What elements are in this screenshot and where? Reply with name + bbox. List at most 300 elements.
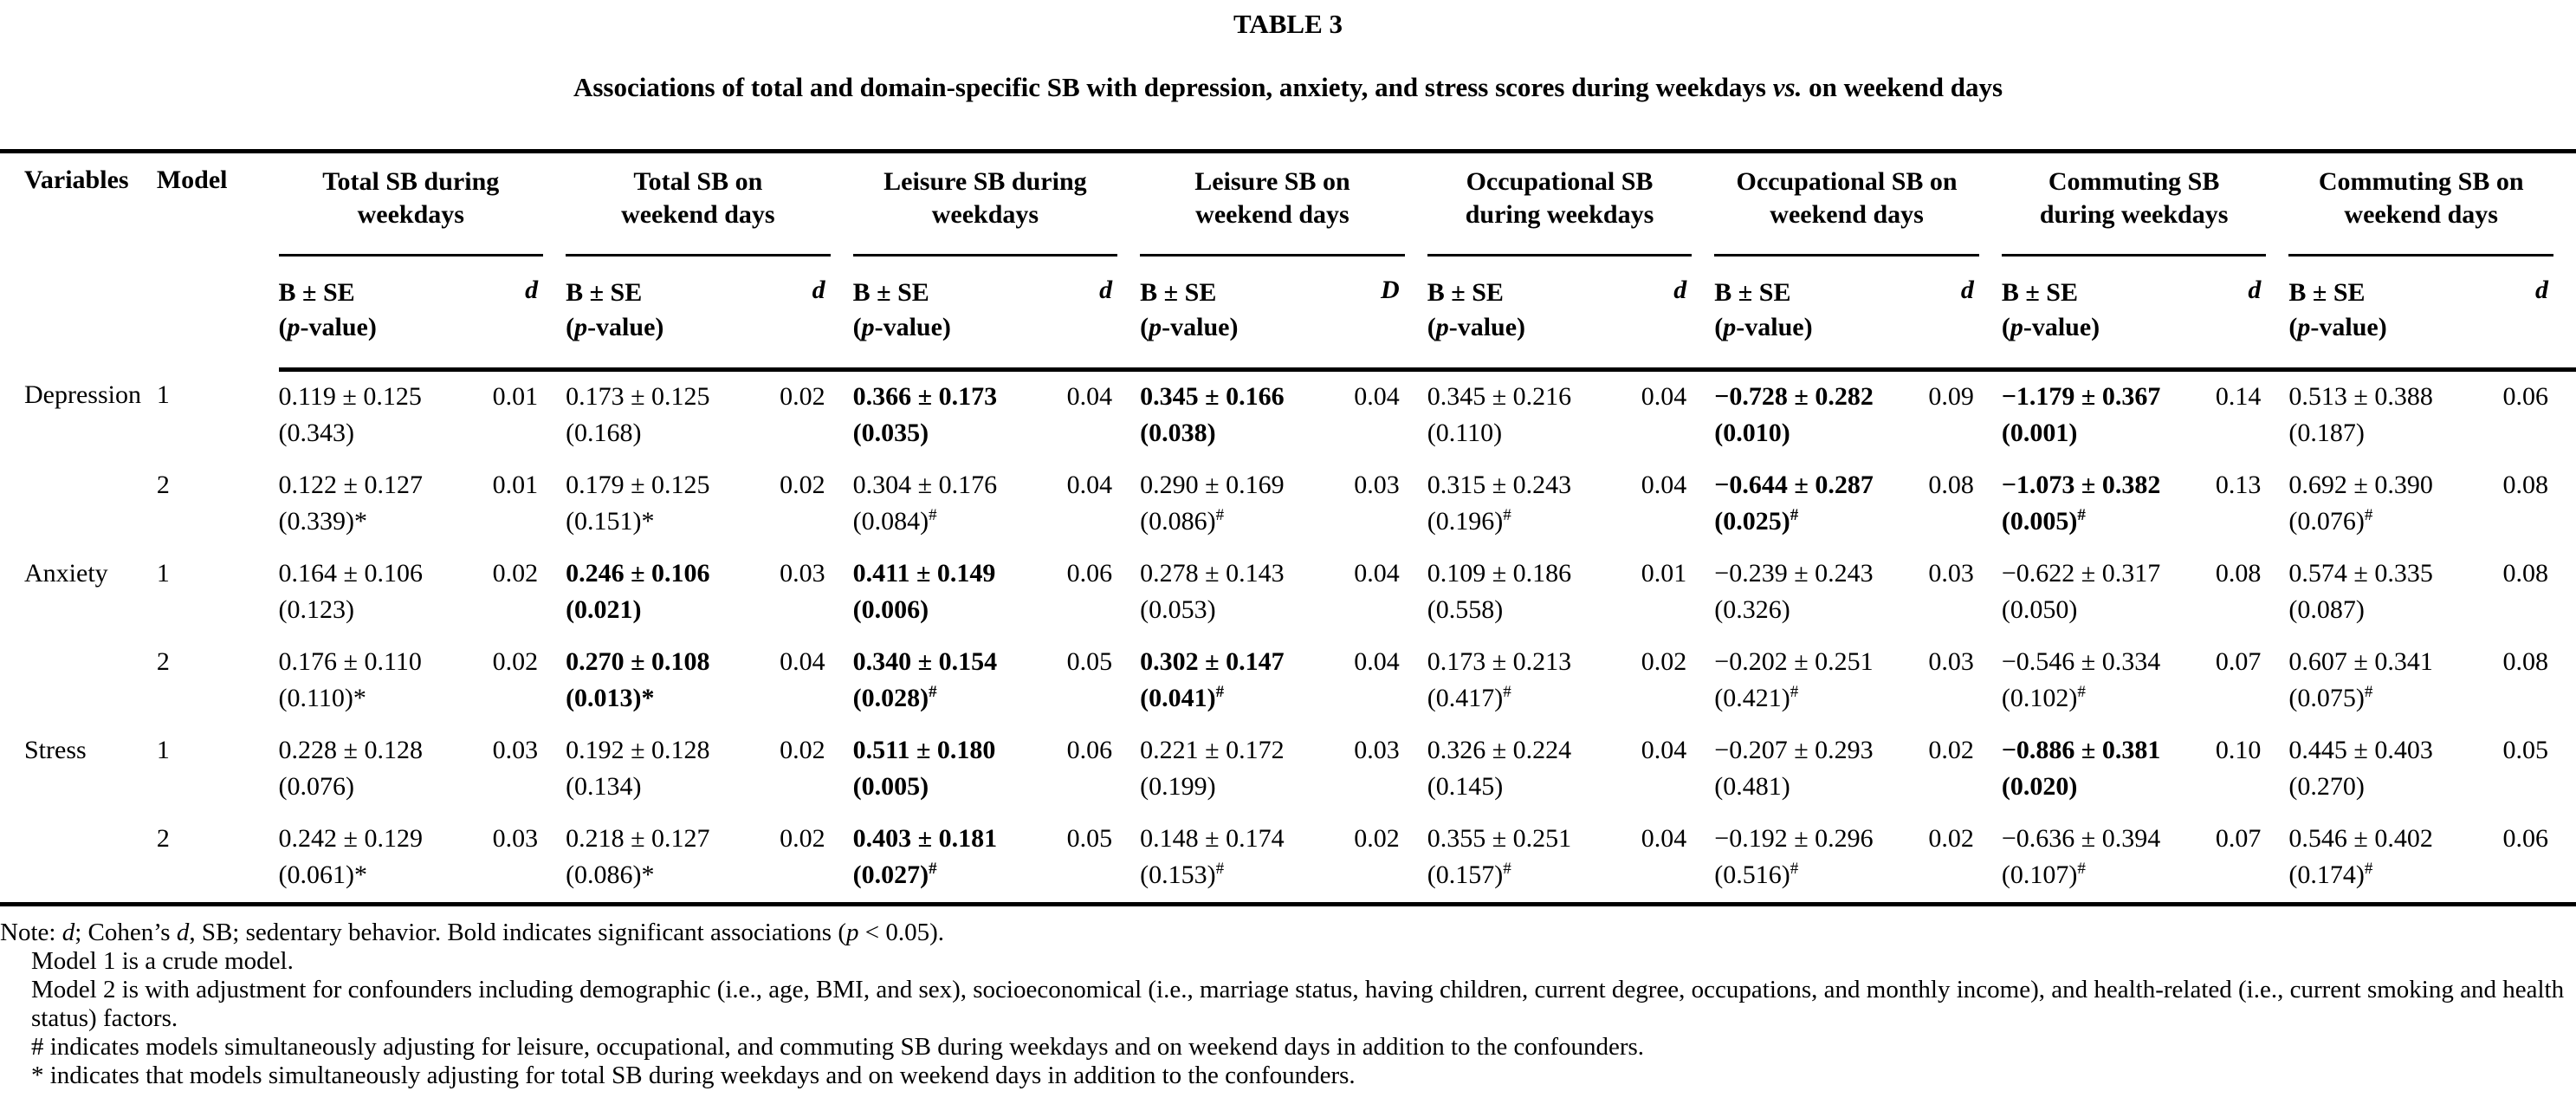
cohens-d-cell: 0.03	[1354, 471, 1400, 499]
group-header-3	[853, 152, 1141, 257]
p-value-text: (0.326)	[1714, 595, 1790, 624]
text: on weekend days	[1802, 72, 2003, 102]
pvalue-suffix: -value)	[874, 313, 951, 341]
beta-se-value: 0.228 ± 0.128	[278, 736, 423, 764]
estimate-cell	[566, 637, 766, 725]
estimate-cell	[279, 460, 479, 549]
p-symbol: p	[1435, 313, 1449, 341]
subheader-d-2: d	[766, 257, 852, 370]
bse-label: B ± SE	[278, 278, 355, 307]
cohens-d-cell: 0.01	[492, 382, 539, 411]
asterisk-mark: *	[641, 507, 655, 536]
estimate-cell	[1140, 637, 1340, 725]
p-value-text: (0.558)	[1427, 595, 1504, 624]
p-value-text: (0.001)	[2001, 419, 2078, 447]
estimate-cell	[2002, 814, 2202, 905]
p-symbol: p	[1149, 313, 1162, 341]
cohens-d-cell: 0.06	[2502, 824, 2548, 853]
model-cell: 1	[156, 380, 170, 409]
group-title-line1: Commuting SB on	[2318, 167, 2524, 196]
estimate-cell	[279, 637, 479, 725]
beta-se-value: 0.119 ± 0.125	[278, 382, 422, 411]
group-title-line1: Leisure SB on	[1194, 167, 1350, 196]
model-cell: 2	[156, 824, 170, 853]
estimate-cell	[279, 549, 479, 637]
cohens-d-cell: 0.09	[1928, 382, 1974, 411]
cohens-d-cell: 0.06	[2502, 382, 2548, 411]
cohens-d-cell: 0.03	[1928, 559, 1974, 588]
beta-se-value: 0.326 ± 0.224	[1427, 736, 1572, 764]
hash-superscript: #	[1503, 860, 1511, 878]
beta-se-value: 0.692 ± 0.390	[2288, 471, 2433, 499]
cohens-d-cell: 0.02	[1354, 824, 1400, 853]
p-value	[2002, 769, 2202, 805]
estimate-cell	[2002, 549, 2202, 637]
p-value-text: (0.035)	[852, 419, 929, 447]
hash-superscript: #	[2077, 506, 2086, 524]
estimate-cell	[566, 549, 766, 637]
beta-se-value: −0.644 ± 0.287	[1714, 471, 1874, 499]
estimate-cell	[2288, 814, 2489, 905]
asterisk-mark: *	[641, 860, 655, 889]
cohens-d-cell: 0.02	[1928, 736, 1974, 764]
group-title	[2288, 166, 2553, 231]
p-value-text: (0.157)	[1427, 860, 1504, 889]
italic-text: d	[61, 919, 75, 946]
cohens-d-cell: 0.02	[492, 559, 539, 588]
estimate-cell	[279, 725, 479, 814]
beta-se-value: 0.546 ± 0.402	[2288, 824, 2433, 853]
beta-se-value: 0.607 ± 0.341	[2288, 647, 2433, 676]
hash-superscript: #	[2364, 683, 2373, 701]
subheader-bse-3	[853, 257, 1053, 370]
p-value-text: (0.050)	[2001, 595, 2078, 624]
hash-superscript: #	[1790, 683, 1799, 701]
pvalue-label	[566, 310, 766, 345]
p-value	[2288, 415, 2489, 451]
beta-se-value: −0.546 ± 0.334	[2001, 647, 2161, 676]
group-title	[853, 166, 1118, 231]
cohens-d-cell: 0.01	[492, 471, 539, 499]
subheader-d-6: d	[1914, 257, 2001, 370]
group-title-line2: weekend days	[1195, 200, 1349, 229]
subheader-d-1: d	[479, 257, 566, 370]
p-value	[2288, 857, 2489, 893]
estimate-cell	[566, 460, 766, 549]
cohens-d-cell: 0.03	[492, 824, 539, 853]
estimate-cell	[2288, 370, 2489, 461]
text: Associations of total and domain-specific SB with depression, anxiety, and stress scores during weekdays	[573, 72, 1773, 102]
beta-se-value: 0.192 ± 0.128	[566, 736, 710, 764]
p-value-text: (0.005)	[852, 772, 929, 801]
beta-se-value: −0.636 ± 0.394	[2001, 824, 2161, 853]
p-value	[1140, 592, 1340, 628]
table-body	[0, 370, 2576, 905]
hash-superscript: #	[2077, 683, 2086, 701]
p-value	[1427, 592, 1628, 628]
group-title	[2002, 166, 2267, 231]
beta-se-value: 0.176 ± 0.110	[278, 647, 422, 676]
estimate-cell	[1427, 725, 1628, 814]
estimate-cell	[1140, 549, 1340, 637]
beta-se-value: 0.302 ± 0.147	[1140, 647, 1285, 676]
hash-superscript: #	[1215, 506, 1225, 524]
p-value	[566, 857, 766, 893]
cohens-d-cell: 0.02	[780, 382, 825, 411]
cohens-d-cell: 0.08	[2215, 559, 2262, 588]
estimate-cell	[853, 549, 1053, 637]
p-value	[2002, 857, 2202, 893]
bse-label: B ± SE	[1714, 278, 1791, 307]
p-value-text: (0.339)	[278, 507, 354, 536]
paren-open: (	[1140, 313, 1149, 341]
variable-cell	[0, 460, 157, 549]
group-title	[566, 166, 831, 231]
subheader-d-5: d	[1628, 257, 1714, 370]
group-title-line1: Commuting SB	[2048, 167, 2220, 196]
cohens-d-cell: 0.01	[1641, 559, 1687, 588]
cohens-d-cell: 0.02	[1928, 824, 1974, 853]
hash-superscript: #	[1215, 860, 1225, 878]
group-title-line1: Total SB during	[322, 167, 500, 196]
p-value-text: (0.013)	[566, 684, 642, 712]
p-value	[2288, 503, 2489, 540]
beta-se-value: −0.239 ± 0.243	[1714, 559, 1874, 588]
footnote-hash: # indicates models simultaneously adjusting for leisure, occupational, and commuting SB during weekdays and on weekend days in addition to the confounders.	[31, 1033, 1645, 1061]
table-caption	[0, 71, 2576, 104]
pvalue-suffix: -value)	[1162, 313, 1239, 341]
beta-se-value: 0.173 ± 0.213	[1427, 647, 1572, 676]
group-header-2	[566, 152, 853, 257]
model-cell: 2	[156, 647, 170, 676]
beta-se-value: 0.345 ± 0.216	[1427, 382, 1572, 411]
p-value-text: (0.516)	[1714, 860, 1790, 889]
pvalue-label	[1140, 310, 1340, 345]
p-value	[1714, 592, 1914, 628]
estimate-cell	[853, 814, 1053, 905]
asterisk-mark: *	[353, 860, 367, 889]
subheader-d-8: d	[2489, 257, 2576, 370]
estimate-cell	[566, 725, 766, 814]
p-value-text: (0.151)	[566, 507, 642, 536]
p-value	[853, 415, 1053, 451]
beta-se-value: 0.445 ± 0.403	[2288, 736, 2433, 764]
p-value-text: (0.168)	[566, 419, 642, 447]
beta-se-value: 0.278 ± 0.143	[1140, 559, 1285, 588]
p-value	[1714, 769, 1914, 805]
p-value-text: (0.343)	[278, 419, 354, 447]
cohens-d-cell: 0.02	[780, 736, 825, 764]
p-value	[853, 680, 1053, 717]
table-header	[0, 152, 2576, 370]
beta-se-value: −0.207 ± 0.293	[1714, 736, 1874, 764]
p-value-text: (0.086)	[1140, 507, 1216, 536]
p-value	[2002, 503, 2202, 540]
p-value-text: (0.417)	[1427, 684, 1504, 712]
p-value-text: (0.021)	[566, 595, 642, 624]
hash-superscript: #	[2364, 506, 2373, 524]
subheader-bse-6	[1714, 257, 1914, 370]
p-value	[1140, 857, 1340, 893]
estimate-cell	[1427, 370, 1628, 461]
subheader-d-7: d	[2202, 257, 2288, 370]
italic-text: d	[176, 919, 190, 946]
subheader-bse-8	[2288, 257, 2489, 370]
paren-open: (	[852, 313, 862, 341]
beta-se-value: 0.148 ± 0.174	[1140, 824, 1285, 853]
pvalue-label	[853, 310, 1053, 345]
beta-se-value: −0.622 ± 0.317	[2001, 559, 2161, 588]
p-symbol: p	[2010, 313, 2023, 341]
pvalue-label	[1714, 310, 1914, 345]
pvalue-suffix: -value)	[587, 313, 664, 341]
p-value	[279, 503, 479, 540]
p-value	[853, 592, 1053, 628]
cohens-d-cell: 0.08	[1928, 471, 1974, 499]
model-cell: 2	[156, 471, 170, 499]
beta-se-value: −0.728 ± 0.282	[1714, 382, 1874, 411]
p-value-text: (0.123)	[278, 595, 354, 624]
cohens-d-cell: 0.04	[1641, 382, 1687, 411]
p-value	[566, 415, 766, 451]
cohens-d-cell: 0.04	[1354, 647, 1400, 676]
group-header-5	[1427, 152, 1715, 257]
p-value	[1714, 680, 1914, 717]
hash-superscript: #	[1790, 506, 1799, 524]
cohens-d-cell: 0.14	[2215, 382, 2262, 411]
beta-se-value: 0.122 ± 0.127	[278, 471, 423, 499]
p-value	[2288, 680, 2489, 717]
bse-label: B ± SE	[2288, 278, 2366, 307]
p-value-text: (0.028)	[852, 684, 929, 712]
p-value-text: (0.020)	[2001, 772, 2078, 801]
p-value-text: (0.110)	[278, 684, 353, 712]
hash-superscript: #	[1215, 683, 1225, 701]
p-value-text: (0.187)	[2288, 419, 2365, 447]
estimate-cell	[1427, 460, 1628, 549]
group-title-line2: during weekdays	[1465, 200, 1654, 229]
p-value-text: (0.027)	[852, 860, 929, 889]
bse-label: B ± SE	[566, 278, 643, 307]
table-row	[0, 370, 2576, 461]
results-table	[0, 149, 2576, 906]
bse-label: B ± SE	[1427, 278, 1504, 307]
paren-open: (	[2288, 313, 2298, 341]
cohens-d-cell: 0.04	[1066, 471, 1113, 499]
bse-label: B ± SE	[2001, 278, 2078, 307]
beta-se-value: −0.192 ± 0.296	[1714, 824, 1874, 853]
text: ; Cohen’s	[74, 919, 177, 946]
estimate-cell	[1714, 549, 1914, 637]
p-value	[2002, 592, 2202, 628]
beta-se-value: −1.179 ± 0.367	[2001, 382, 2161, 411]
cohens-d-cell: 0.02	[780, 471, 825, 499]
group-title-line2: weekdays	[357, 200, 464, 229]
estimate-cell	[279, 814, 479, 905]
group-title-line2: during weekdays	[2039, 200, 2229, 229]
p-value-text: (0.076)	[278, 772, 354, 801]
beta-se-value: 0.173 ± 0.125	[566, 382, 710, 411]
cohens-d-cell: 0.07	[2215, 824, 2262, 853]
group-header-8	[2288, 152, 2576, 257]
beta-se-value: 0.513 ± 0.388	[2288, 382, 2433, 411]
p-value	[279, 769, 479, 805]
p-value-text: (0.153)	[1140, 860, 1216, 889]
hash-superscript: #	[1503, 506, 1511, 524]
p-value	[1714, 503, 1914, 540]
p-value	[1427, 680, 1628, 717]
footnotes	[0, 919, 2576, 1090]
p-value	[1140, 415, 1340, 451]
cohens-d-cell: 0.02	[1641, 647, 1687, 676]
estimate-cell	[853, 370, 1053, 461]
table-row	[0, 549, 2576, 637]
group-title	[1714, 166, 1979, 231]
group-header-6	[1714, 152, 2002, 257]
estimate-cell	[566, 814, 766, 905]
cohens-d-cell: 0.10	[2215, 736, 2262, 764]
subheader-d-4: D	[1340, 257, 1427, 370]
footnote-model2: Model 2 is with adjustment for confounders including demographic (i.e., age, BMI, and sex), socioeconomical (i.e., marriage status, having children, current degree, occupations, and monthly income), and health-related (i.e., current smoking and health status) factors.	[31, 976, 2565, 1032]
estimate-cell	[2288, 460, 2489, 549]
footnote-model1: Model 1 is a crude model.	[31, 947, 294, 975]
pvalue-suffix: -value)	[2310, 313, 2387, 341]
text: Note:	[0, 919, 62, 946]
p-value	[1427, 415, 1628, 451]
p-value-text: (0.084)	[852, 507, 929, 536]
p-value	[1427, 769, 1628, 805]
beta-se-value: 0.315 ± 0.243	[1427, 471, 1572, 499]
p-symbol: p	[287, 313, 301, 341]
estimate-cell	[566, 370, 766, 461]
cohens-d-cell: 0.03	[780, 559, 825, 588]
estimate-cell	[853, 725, 1053, 814]
cohens-d-cell: 0.04	[1354, 382, 1400, 411]
group-title-line2: weekend days	[2344, 200, 2498, 229]
group-header-row	[0, 152, 2576, 257]
beta-se-value: 0.246 ± 0.106	[566, 559, 710, 588]
beta-se-value: 0.221 ± 0.172	[1140, 736, 1285, 764]
estimate-cell	[1714, 370, 1914, 461]
estimate-cell	[2288, 637, 2489, 725]
group-title-line2: weekend days	[621, 200, 775, 229]
table-number: TABLE 3	[1233, 9, 1343, 39]
model-cell: 1	[156, 736, 170, 764]
p-value	[566, 592, 766, 628]
hash-superscript: #	[929, 860, 937, 878]
cohens-d-cell: 0.05	[2502, 736, 2548, 764]
p-value-text: (0.025)	[1714, 507, 1790, 536]
beta-se-value: 0.179 ± 0.125	[566, 471, 710, 499]
p-value-text: (0.006)	[852, 595, 929, 624]
cohens-d-cell: 0.04	[1354, 559, 1400, 588]
estimate-cell	[1714, 725, 1914, 814]
p-value-text: (0.061)	[278, 860, 354, 889]
beta-se-value: 0.340 ± 0.154	[852, 647, 998, 676]
asterisk-mark: *	[353, 507, 367, 536]
asterisk-mark: *	[353, 684, 366, 712]
beta-se-value: −1.073 ± 0.382	[2001, 471, 2161, 499]
group-title-line2: weekend days	[1770, 200, 1924, 229]
p-value	[1427, 857, 1628, 893]
p-symbol: p	[861, 313, 875, 341]
p-value-text: (0.075)	[2288, 684, 2365, 712]
p-value-text: (0.076)	[2288, 507, 2365, 536]
hash-superscript: #	[1790, 860, 1799, 878]
p-value-text: (0.199)	[1140, 772, 1216, 801]
group-title	[1427, 166, 1693, 231]
p-value-text: (0.041)	[1140, 684, 1216, 712]
col-header-variables: Variables	[24, 166, 129, 194]
group-header-1	[279, 152, 566, 257]
estimate-cell	[279, 370, 479, 461]
italic-text: p	[846, 919, 859, 946]
group-title-line1: Occupational SB	[1466, 167, 1654, 196]
estimate-cell	[1140, 814, 1340, 905]
cohens-d-cell: 0.03	[1928, 647, 1974, 676]
p-value-text: (0.087)	[2288, 595, 2365, 624]
cohens-d-cell: 0.06	[1066, 736, 1113, 764]
p-value	[566, 503, 766, 540]
cohens-d-cell: 0.04	[1641, 736, 1687, 764]
beta-se-value: 0.345 ± 0.166	[1140, 382, 1285, 411]
estimate-cell	[1140, 725, 1340, 814]
paren-open: (	[1427, 313, 1436, 341]
estimate-cell	[853, 637, 1053, 725]
estimate-cell	[2002, 725, 2202, 814]
estimate-cell	[2288, 549, 2489, 637]
estimate-cell	[2002, 370, 2202, 461]
p-value	[853, 769, 1053, 805]
p-value	[2288, 592, 2489, 628]
pvalue-label	[1427, 310, 1628, 345]
beta-se-value: 0.218 ± 0.127	[566, 824, 710, 853]
variable-cell	[0, 637, 157, 725]
hash-superscript: #	[929, 506, 937, 524]
estimate-cell	[1140, 370, 1340, 461]
subheader-bse-5	[1427, 257, 1628, 370]
cohens-d-cell: 0.08	[2502, 559, 2548, 588]
p-value	[1714, 857, 1914, 893]
p-value	[2288, 769, 2489, 805]
col-header-model: Model	[156, 166, 228, 194]
cohens-d-cell: 0.04	[1641, 824, 1687, 853]
pvalue-label	[279, 310, 479, 345]
table-row	[0, 725, 2576, 814]
subheader-bse-2	[566, 257, 766, 370]
p-value-text: (0.145)	[1427, 772, 1504, 801]
group-title-line1: Leisure SB during	[883, 167, 1087, 196]
beta-se-value: 0.411 ± 0.149	[852, 559, 996, 588]
p-symbol: p	[574, 313, 588, 341]
subheader-d-3: d	[1053, 257, 1140, 370]
pvalue-suffix: -value)	[1448, 313, 1526, 341]
p-value	[1427, 503, 1628, 540]
cohens-d-cell: 0.08	[2502, 647, 2548, 676]
estimate-cell	[2002, 460, 2202, 549]
cohens-d-cell: 0.02	[492, 647, 539, 676]
footnote-star: * indicates that models simultaneously adjusting for total SB during weekdays and on weekend days in addition to the confounders.	[31, 1062, 1356, 1089]
pvalue-label	[2288, 310, 2489, 345]
p-value	[2002, 680, 2202, 717]
group-title-line1: Occupational SB on	[1736, 167, 1958, 196]
p-value-text: (0.421)	[1714, 684, 1790, 712]
estimate-cell	[1140, 460, 1340, 549]
cohens-d-cell: 0.07	[2215, 647, 2262, 676]
beta-se-value: 0.270 ± 0.108	[566, 647, 710, 676]
estimate-cell	[1427, 814, 1628, 905]
p-value-text: (0.053)	[1140, 595, 1216, 624]
